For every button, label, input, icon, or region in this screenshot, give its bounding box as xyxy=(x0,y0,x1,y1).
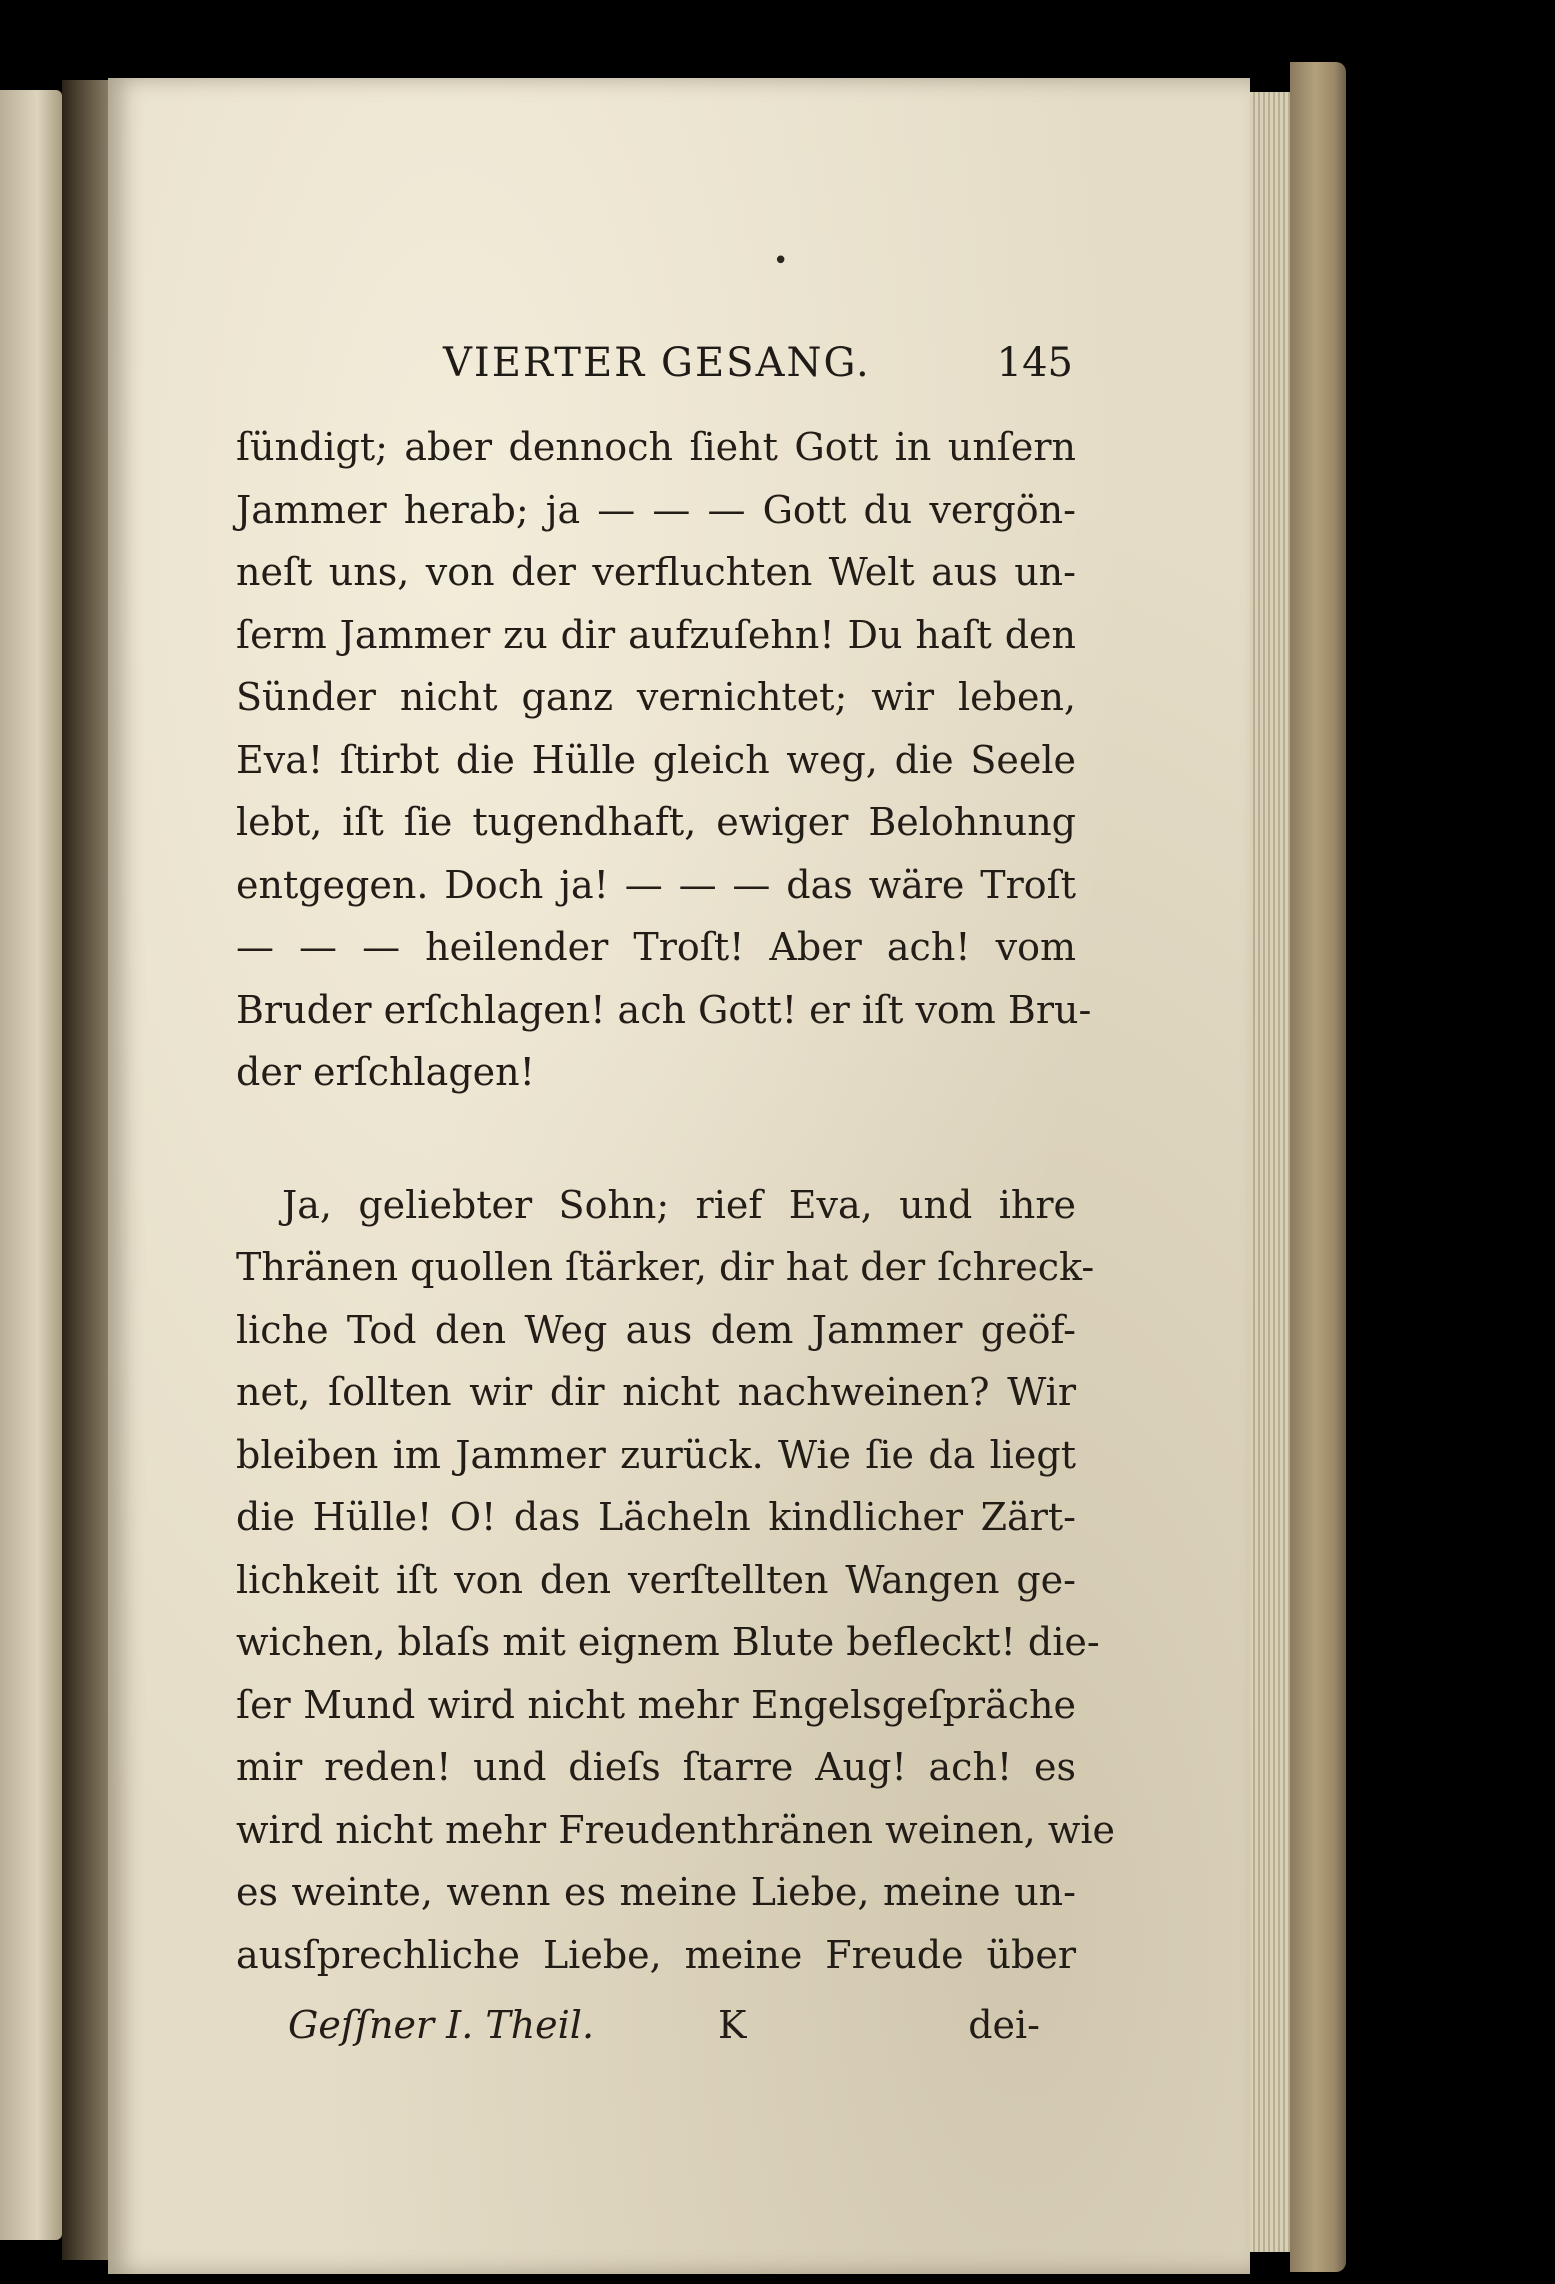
text-line: mir reden! und dieſs ſtarre Aug! ach! es xyxy=(236,1745,1076,1789)
text-line: wichen, blaſs mit eignem Blute befleckt! die- xyxy=(236,1620,1100,1664)
text-line: lichkeit iſt von den verſtellten Wangen ge- xyxy=(236,1557,1076,1602)
text-line: Ja, geliebter Sohn; rief Eva, und ihre xyxy=(282,1182,1076,1227)
book-cover-edge xyxy=(1290,62,1346,2272)
text-line: der erſchlagen! xyxy=(236,1050,535,1094)
text-line: ſündigt; aber dennoch ſieht Gott in unſern xyxy=(236,425,1076,469)
text-line: entgegen. Doch ja! — — — das wäre Troſt xyxy=(236,862,1076,907)
text-line: bleiben im Jammer zurück. Wie ſie da liegt xyxy=(236,1432,1076,1477)
left-page-edge xyxy=(0,90,62,2240)
page-stack-edge xyxy=(1250,92,1290,2252)
paragraph-2 xyxy=(236,1174,1116,1987)
text-line: net, ſollten wir dir nicht nachweinen? Wir xyxy=(236,1370,1076,1414)
text-line: es weinte, wenn es meine Liebe, meine un- xyxy=(236,1870,1076,1914)
text-line: ſer Mund wird nicht mehr Engelsgeſpräche xyxy=(236,1682,1076,1727)
page-footer xyxy=(288,2003,1040,2063)
sheet-mark: K xyxy=(718,2003,747,2047)
signature-line: Geſſner I. Theil. xyxy=(288,2003,595,2047)
book-gutter xyxy=(62,80,110,2260)
text-line: — — — heilender Troſt! Aber ach! vom xyxy=(236,925,1076,969)
page-header xyxy=(443,340,1073,400)
text-line: Jammer herab; ja — — — Gott du vergön- xyxy=(236,487,1076,532)
page-number: 145 xyxy=(996,340,1073,386)
text-line: Bruder erſchlagen! ach Gott! er iſt vom Bru- xyxy=(236,987,1092,1032)
book-page xyxy=(108,78,1250,2274)
text-line: ausſprechliche Liebe, meine Freude über xyxy=(236,1932,1076,1977)
paragraph-1 xyxy=(236,416,1092,1104)
text-line: neſt uns, von der verfluchten Welt aus un- xyxy=(236,550,1076,594)
paragraph-gap xyxy=(236,1104,1076,1174)
text-line: lebt, iſt ſie tugendhaft, ewiger Belohnung xyxy=(236,800,1076,844)
text-line: Eva! ſtirbt die Hülle gleich weg, die Seele xyxy=(236,737,1076,782)
text-line: wird nicht mehr Freudenthränen weinen, wie xyxy=(236,1807,1116,1852)
catchword: dei- xyxy=(968,2003,1040,2047)
text-line: Sünder nicht ganz vernichtet; wir leben, xyxy=(236,675,1076,719)
text-line: die Hülle! O! das Lächeln kindlicher Zärt- xyxy=(236,1495,1076,1539)
page-ornament: • xyxy=(773,246,789,276)
running-head: VIERTER GESANG. xyxy=(443,340,871,386)
text-line: Thränen quollen ſtärker, dir hat der ſchreck- xyxy=(236,1245,1095,1289)
body-text xyxy=(236,416,1116,1986)
text-line: liche Tod den Weg aus dem Jammer geöf- xyxy=(236,1307,1076,1352)
text-line: ſerm Jammer zu dir aufzuſehn! Du haſt den xyxy=(236,612,1076,657)
